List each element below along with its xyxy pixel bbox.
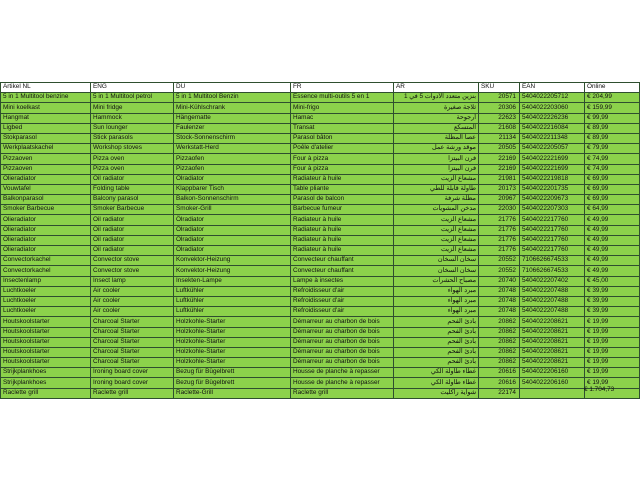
cell-ar: مبرد الهواء: [394, 307, 479, 317]
cell-du: Klappbarer Tisch: [174, 184, 291, 194]
cell-ar: غطاء طاولة الكي: [394, 368, 479, 378]
cell-du: Luftkühler: [174, 307, 291, 317]
cell-eng: Charcoal Starter: [91, 327, 174, 337]
cell-eng: 5 in 1 Multitool petrol: [91, 93, 174, 103]
column-header-ar: AR: [394, 83, 479, 93]
cell-artikel-nl: Hangmat: [1, 113, 91, 123]
table-row: [1, 378, 640, 388]
cell-online: € 49,99: [585, 256, 640, 266]
cell-ar: مشعاع الزيت: [394, 174, 479, 184]
cell-ean: 5404022207488: [520, 286, 585, 296]
cell-fr: Démarreur au charbon de bois: [291, 347, 394, 357]
cell-ean: 5404022203060: [520, 103, 585, 113]
cell-sku: 20616: [479, 378, 520, 388]
cell-sku: 20862: [479, 337, 520, 347]
cell-ean: 5404022208621: [520, 327, 585, 337]
cell-online: € 19,99: [585, 317, 640, 327]
cell-fr: Démarreur au charbon de bois: [291, 337, 394, 347]
cell-du: Faulenzer: [174, 123, 291, 133]
cell-artikel-nl: Insectenlamp: [1, 276, 91, 286]
cell-du: Konvektor-Heizung: [174, 256, 291, 266]
cell-ar: مشعاع الزيت: [394, 215, 479, 225]
cell-fr: Radiateur à huile: [291, 246, 394, 256]
cell-sku: 20306: [479, 103, 520, 113]
cell-eng: Folding table: [91, 184, 174, 194]
cell-online: € 49,99: [585, 246, 640, 256]
cell-fr: Radiateur à huile: [291, 174, 394, 184]
cell-artikel-nl: Houtskoolstarter: [1, 358, 91, 368]
cell-artikel-nl: Raclette grill: [1, 388, 91, 398]
cell-fr: Refroidisseur d'air: [291, 296, 394, 306]
cell-eng: Pizza oven: [91, 154, 174, 164]
cell-online: € 89,99: [585, 133, 640, 143]
column-header-online: Online: [585, 83, 640, 93]
table-row: [1, 225, 640, 235]
table-row: [1, 296, 640, 306]
cell-fr: Convecteur chauffant: [291, 256, 394, 266]
cell-fr: Mini-frigo: [291, 103, 394, 113]
cell-online: € 39,99: [585, 296, 640, 306]
cell-eng: Ironing board cover: [91, 368, 174, 378]
cell-ar: فرن البيتزا: [394, 164, 479, 174]
cell-sku: 20967: [479, 195, 520, 205]
cell-online: € 49,99: [585, 215, 640, 225]
cell-ean: 5404022219818: [520, 174, 585, 184]
cell-sku: 20748: [479, 296, 520, 306]
cell-sku: 21776: [479, 215, 520, 225]
cell-sku: 21776: [479, 225, 520, 235]
cell-ean: 5404022217760: [520, 246, 585, 256]
cell-eng: Raclette grill: [91, 388, 174, 398]
cell-fr: Poêle d'atelier: [291, 144, 394, 154]
cell-eng: Workshop stoves: [91, 144, 174, 154]
cell-du: Hängematte: [174, 113, 291, 123]
cell-eng: Air cooler: [91, 286, 174, 296]
cell-du: Ölradiator: [174, 246, 291, 256]
cell-du: Balkon-Sonnenschirm: [174, 195, 291, 205]
cell-sku: 21134: [479, 133, 520, 143]
cell-eng: Charcoal Starter: [91, 347, 174, 357]
cell-online: € 45,00: [585, 276, 640, 286]
cell-du: Ölradiator: [174, 215, 291, 225]
cell-artikel-nl: Ligbed: [1, 123, 91, 133]
cell-fr: Parasol de balcon: [291, 195, 394, 205]
column-header-fr: FR: [291, 83, 394, 93]
cell-ar: المتسكع: [394, 123, 479, 133]
cell-sku: 20552: [479, 256, 520, 266]
cell-ar: مبرد الهواء: [394, 286, 479, 296]
cell-artikel-nl: Strijkplankhoes: [1, 368, 91, 378]
table-row: [1, 123, 640, 133]
cell-online: € 69,99: [585, 195, 640, 205]
cell-online: € 39,99: [585, 307, 640, 317]
cell-sku: 20173: [479, 184, 520, 194]
table-row: [1, 246, 640, 256]
cell-du: Konvektor-Heizung: [174, 266, 291, 276]
cell-ar: أرجوحة: [394, 113, 479, 123]
cell-artikel-nl: Houtskoolstarter: [1, 317, 91, 327]
cell-artikel-nl: Houtskoolstarter: [1, 327, 91, 337]
cell-artikel-nl: Olieradiator: [1, 246, 91, 256]
cell-fr: Housse de planche à repasser: [291, 378, 394, 388]
table-row: [1, 266, 640, 276]
table-row: [1, 195, 640, 205]
cell-online: € 64,99: [585, 205, 640, 215]
table-body: [1, 93, 640, 399]
cell-du: Ölradiator: [174, 235, 291, 245]
cell-artikel-nl: Stokparasol: [1, 133, 91, 143]
cell-eng: Oil radiator: [91, 246, 174, 256]
cell-ean: 5404022201735: [520, 184, 585, 194]
cell-du: Raclette-Grill: [174, 388, 291, 398]
table-row: [1, 113, 640, 123]
table-row: [1, 154, 640, 164]
cell-eng: Air cooler: [91, 307, 174, 317]
cell-du: Ölradiator: [174, 174, 291, 184]
cell-eng: Oil radiator: [91, 215, 174, 225]
table-row: [1, 144, 640, 154]
table-row: [1, 93, 640, 103]
cell-fr: Barbecue fumeur: [291, 205, 394, 215]
cell-artikel-nl: Vouwtafel: [1, 184, 91, 194]
cell-ar: بادئ الفحم: [394, 337, 479, 347]
cell-online: € 19,99: [585, 358, 640, 368]
cell-artikel-nl: Olieradiator: [1, 235, 91, 245]
cell-ar: مبرد الهواء: [394, 296, 479, 306]
cell-fr: Raclette grill: [291, 388, 394, 398]
column-header-sku: SKU: [479, 83, 520, 93]
cell-fr: Démarreur au charbon de bois: [291, 327, 394, 337]
cell-fr: Parasol bâton: [291, 133, 394, 143]
cell-ean: 5404022208621: [520, 358, 585, 368]
cell-online: € 69,99: [585, 174, 640, 184]
cell-sku: 20862: [479, 317, 520, 327]
cell-artikel-nl: Houtskoolstarter: [1, 337, 91, 347]
cell-sku: 22623: [479, 113, 520, 123]
column-header-artikel-nl: Artikel NL: [1, 83, 91, 93]
cell-sku: 20862: [479, 358, 520, 368]
cell-fr: Radiateur à huile: [291, 215, 394, 225]
cell-ar: بادئ الفحم: [394, 347, 479, 357]
cell-ean: 5404022207488: [520, 307, 585, 317]
cell-online: € 49,99: [585, 235, 640, 245]
cell-online: € 99,99: [585, 113, 640, 123]
cell-eng: Oil radiator: [91, 235, 174, 245]
column-header-eng: ENG: [91, 83, 174, 93]
cell-ar: مشعاع الزيت: [394, 225, 479, 235]
cell-ean: 5404022206160: [520, 378, 585, 388]
cell-eng: Insect lamp: [91, 276, 174, 286]
cell-sku: 20552: [479, 266, 520, 276]
cell-artikel-nl: Olieradiator: [1, 215, 91, 225]
cell-online: € 89,99: [585, 123, 640, 133]
cell-artikel-nl: Olieradiator: [1, 174, 91, 184]
cell-du: Holzkohle-Starter: [174, 327, 291, 337]
cell-sku: 20740: [479, 276, 520, 286]
cell-sku: 20862: [479, 347, 520, 357]
table-row: [1, 164, 640, 174]
cell-du: Bezug für Bügelbrett: [174, 378, 291, 388]
cell-online: € 19,99: [585, 368, 640, 378]
table-row: [1, 276, 640, 286]
cell-artikel-nl: Strijkplankhoes: [1, 378, 91, 388]
cell-fr: Housse de planche à repasser: [291, 368, 394, 378]
cell-ar: غطاء طاولة الكي: [394, 378, 479, 388]
cell-ar: شواية راكليت: [394, 388, 479, 398]
cell-ean: 5404022205057: [520, 144, 585, 154]
table-row: [1, 133, 640, 143]
table-row: [1, 235, 640, 245]
cell-eng: Charcoal Starter: [91, 358, 174, 368]
column-header-du: DU: [174, 83, 291, 93]
cell-ar: مصباح الحشرات: [394, 276, 479, 286]
cell-ean: 7106626674533: [520, 256, 585, 266]
cell-fr: Four à pizza: [291, 164, 394, 174]
cell-du: Smoker-Grill: [174, 205, 291, 215]
cell-du: Luftkühler: [174, 286, 291, 296]
table-row: [1, 347, 640, 357]
cell-ean: 5404022208621: [520, 337, 585, 347]
cell-ean: [520, 388, 585, 398]
cell-artikel-nl: Olieradiator: [1, 225, 91, 235]
cell-online: € 74,99: [585, 164, 640, 174]
cell-ar: سخان السخان: [394, 266, 479, 276]
cell-ean: 5404022207488: [520, 296, 585, 306]
cell-fr: Table pliante: [291, 184, 394, 194]
cell-ar: عصا المظلة: [394, 133, 479, 143]
cell-ar: موقد ورشة عمل: [394, 144, 479, 154]
cell-ean: 5404022217760: [520, 215, 585, 225]
cell-ean: 5404022206160: [520, 368, 585, 378]
cell-online: € 19,99: [585, 378, 640, 388]
cell-artikel-nl: Convectorkachel: [1, 266, 91, 276]
cell-ean: 5404022205712: [520, 93, 585, 103]
cell-ean: 5404022216084: [520, 123, 585, 133]
cell-ar: مشعاع الزيت: [394, 246, 479, 256]
cell-sku: 21981: [479, 174, 520, 184]
cell-artikel-nl: Mini koelkast: [1, 103, 91, 113]
cell-eng: Smoker Barbecue: [91, 205, 174, 215]
cell-sku: 21776: [479, 246, 520, 256]
cell-ar: بنزين متعدد الأدوات 5 في 1: [394, 93, 479, 103]
cell-artikel-nl: Convectorkachel: [1, 256, 91, 266]
cell-ean: 7106626674533: [520, 266, 585, 276]
cell-ar: فرن البيتزا: [394, 154, 479, 164]
cell-ean: 5404022226236: [520, 113, 585, 123]
cell-fr: Four à pizza: [291, 154, 394, 164]
cell-ean: 5404022221699: [520, 164, 585, 174]
cell-sku: 22030: [479, 205, 520, 215]
cell-online: € 204,99: [585, 93, 640, 103]
cell-artikel-nl: Werkplaatskachel: [1, 144, 91, 154]
cell-online: € 49,99: [585, 225, 640, 235]
cell-sku: 21608: [479, 123, 520, 133]
cell-sku: 22169: [479, 154, 520, 164]
cell-ean: 5404022217760: [520, 235, 585, 245]
cell-sku: 20571: [479, 93, 520, 103]
cell-fr: Essence multi-outils 5 en 1: [291, 93, 394, 103]
cell-artikel-nl: 5 in 1 Multitool benzine: [1, 93, 91, 103]
cell-eng: Mini fridge: [91, 103, 174, 113]
table-row: [1, 205, 640, 215]
cell-ar: طاولة قابلة للطي: [394, 184, 479, 194]
cell-ar: مشعاع الزيت: [394, 235, 479, 245]
cell-fr: Refroidisseur d'air: [291, 307, 394, 317]
cell-ean: 5404022211348: [520, 133, 585, 143]
cell-fr: Radiateur à huile: [291, 225, 394, 235]
cell-du: Mini-Kühlschrank: [174, 103, 291, 113]
cell-du: Holzkohle-Starter: [174, 347, 291, 357]
header-row: [1, 83, 640, 93]
cell-ar: بادئ الفحم: [394, 327, 479, 337]
cell-online: € 19,99: [585, 327, 640, 337]
cell-online: € 19,99: [585, 337, 640, 347]
cell-du: Holzkohle-Starter: [174, 317, 291, 327]
cell-eng: Charcoal Starter: [91, 337, 174, 347]
cell-sku: 22174: [479, 388, 520, 398]
cell-ean: 5404022221699: [520, 154, 585, 164]
cell-fr: Convecteur chauffant: [291, 266, 394, 276]
cell-du: Luftkühler: [174, 296, 291, 306]
cell-artikel-nl: Smoker Barbecue: [1, 205, 91, 215]
cell-sku: 22169: [479, 164, 520, 174]
cell-artikel-nl: Houtskoolstarter: [1, 347, 91, 357]
cell-sku: 20505: [479, 144, 520, 154]
table-row: [1, 215, 640, 225]
cell-fr: Radiateur à huile: [291, 235, 394, 245]
cell-online: € 39,99: [585, 286, 640, 296]
cell-eng: Charcoal Starter: [91, 317, 174, 327]
column-header-ean: EAN: [520, 83, 585, 93]
cell-artikel-nl: Pizzaoven: [1, 164, 91, 174]
cell-eng: Air cooler: [91, 296, 174, 306]
cell-eng: Hammock: [91, 113, 174, 123]
cell-sku: 20862: [479, 327, 520, 337]
cell-online: € 19,99: [585, 347, 640, 357]
cell-fr: Lampe à insectes: [291, 276, 394, 286]
cell-du: Pizzaofen: [174, 154, 291, 164]
table-row: [1, 388, 640, 398]
cell-du: Insekten-Lampe: [174, 276, 291, 286]
cell-du: Bezug für Bügelbrett: [174, 368, 291, 378]
cell-du: Pizzaofen: [174, 164, 291, 174]
cell-eng: Stick parasols: [91, 133, 174, 143]
table-row: [1, 337, 640, 347]
cell-du: Werkstatt-Herd: [174, 144, 291, 154]
table-row: [1, 358, 640, 368]
table-row: [1, 174, 640, 184]
cell-online: € 69,99: [585, 184, 640, 194]
cell-ar: بادئ الفحم: [394, 358, 479, 368]
cell-eng: Sun lounger: [91, 123, 174, 133]
cell-eng: Convector stove: [91, 256, 174, 266]
cell-du: Holzkohle-Starter: [174, 337, 291, 347]
product-table: [0, 82, 640, 399]
cell-sku: 20616: [479, 368, 520, 378]
grand-total: € 1.704,73: [584, 386, 615, 393]
cell-sku: 21776: [479, 235, 520, 245]
cell-sku: 20748: [479, 286, 520, 296]
table-row: [1, 256, 640, 266]
table-row: [1, 307, 640, 317]
cell-artikel-nl: Luchtkoeler: [1, 296, 91, 306]
cell-eng: Convector stove: [91, 266, 174, 276]
cell-fr: Démarreur au charbon de bois: [291, 358, 394, 368]
cell-ar: بادئ الفحم: [394, 317, 479, 327]
cell-ar: ثلاجة صغيرة: [394, 103, 479, 113]
cell-fr: Démarreur au charbon de bois: [291, 317, 394, 327]
cell-du: Stock-Sonnenschirm: [174, 133, 291, 143]
cell-ean: 5404022208621: [520, 317, 585, 327]
cell-eng: Balcony parasol: [91, 195, 174, 205]
cell-fr: Transat: [291, 123, 394, 133]
cell-artikel-nl: Pizzaoven: [1, 154, 91, 164]
cell-online: € 79,99: [585, 144, 640, 154]
cell-ean: 5404022207402: [520, 276, 585, 286]
cell-ean: 5404022208621: [520, 347, 585, 357]
cell-eng: Pizza oven: [91, 164, 174, 174]
cell-eng: Ironing board cover: [91, 378, 174, 388]
cell-online: € 74,99: [585, 154, 640, 164]
cell-ean: 5404022217760: [520, 225, 585, 235]
cell-fr: Refroidisseur d'air: [291, 286, 394, 296]
cell-eng: Oil radiator: [91, 174, 174, 184]
cell-fr: Hamac: [291, 113, 394, 123]
cell-ean: 5404022207303: [520, 205, 585, 215]
table-row: [1, 317, 640, 327]
cell-online: € 159,99: [585, 103, 640, 113]
cell-sku: 20748: [479, 307, 520, 317]
table-row: [1, 368, 640, 378]
cell-online: € 49,99: [585, 266, 640, 276]
cell-du: 5 in 1 Multitool Benzin: [174, 93, 291, 103]
cell-ean: 5404022209673: [520, 195, 585, 205]
cell-ar: سخان السخان: [394, 256, 479, 266]
cell-eng: Oil radiator: [91, 225, 174, 235]
cell-artikel-nl: Balkonparasol: [1, 195, 91, 205]
table-row: [1, 184, 640, 194]
cell-du: Ölradiator: [174, 225, 291, 235]
table-row: [1, 103, 640, 113]
cell-du: Holzkohle-Starter: [174, 358, 291, 368]
cell-artikel-nl: Luchtkoeler: [1, 286, 91, 296]
cell-ar: مدخن المشويات: [394, 205, 479, 215]
table-row: [1, 327, 640, 337]
cell-ar: مظلة شرفة: [394, 195, 479, 205]
table-row: [1, 286, 640, 296]
cell-artikel-nl: Luchtkoeler: [1, 307, 91, 317]
